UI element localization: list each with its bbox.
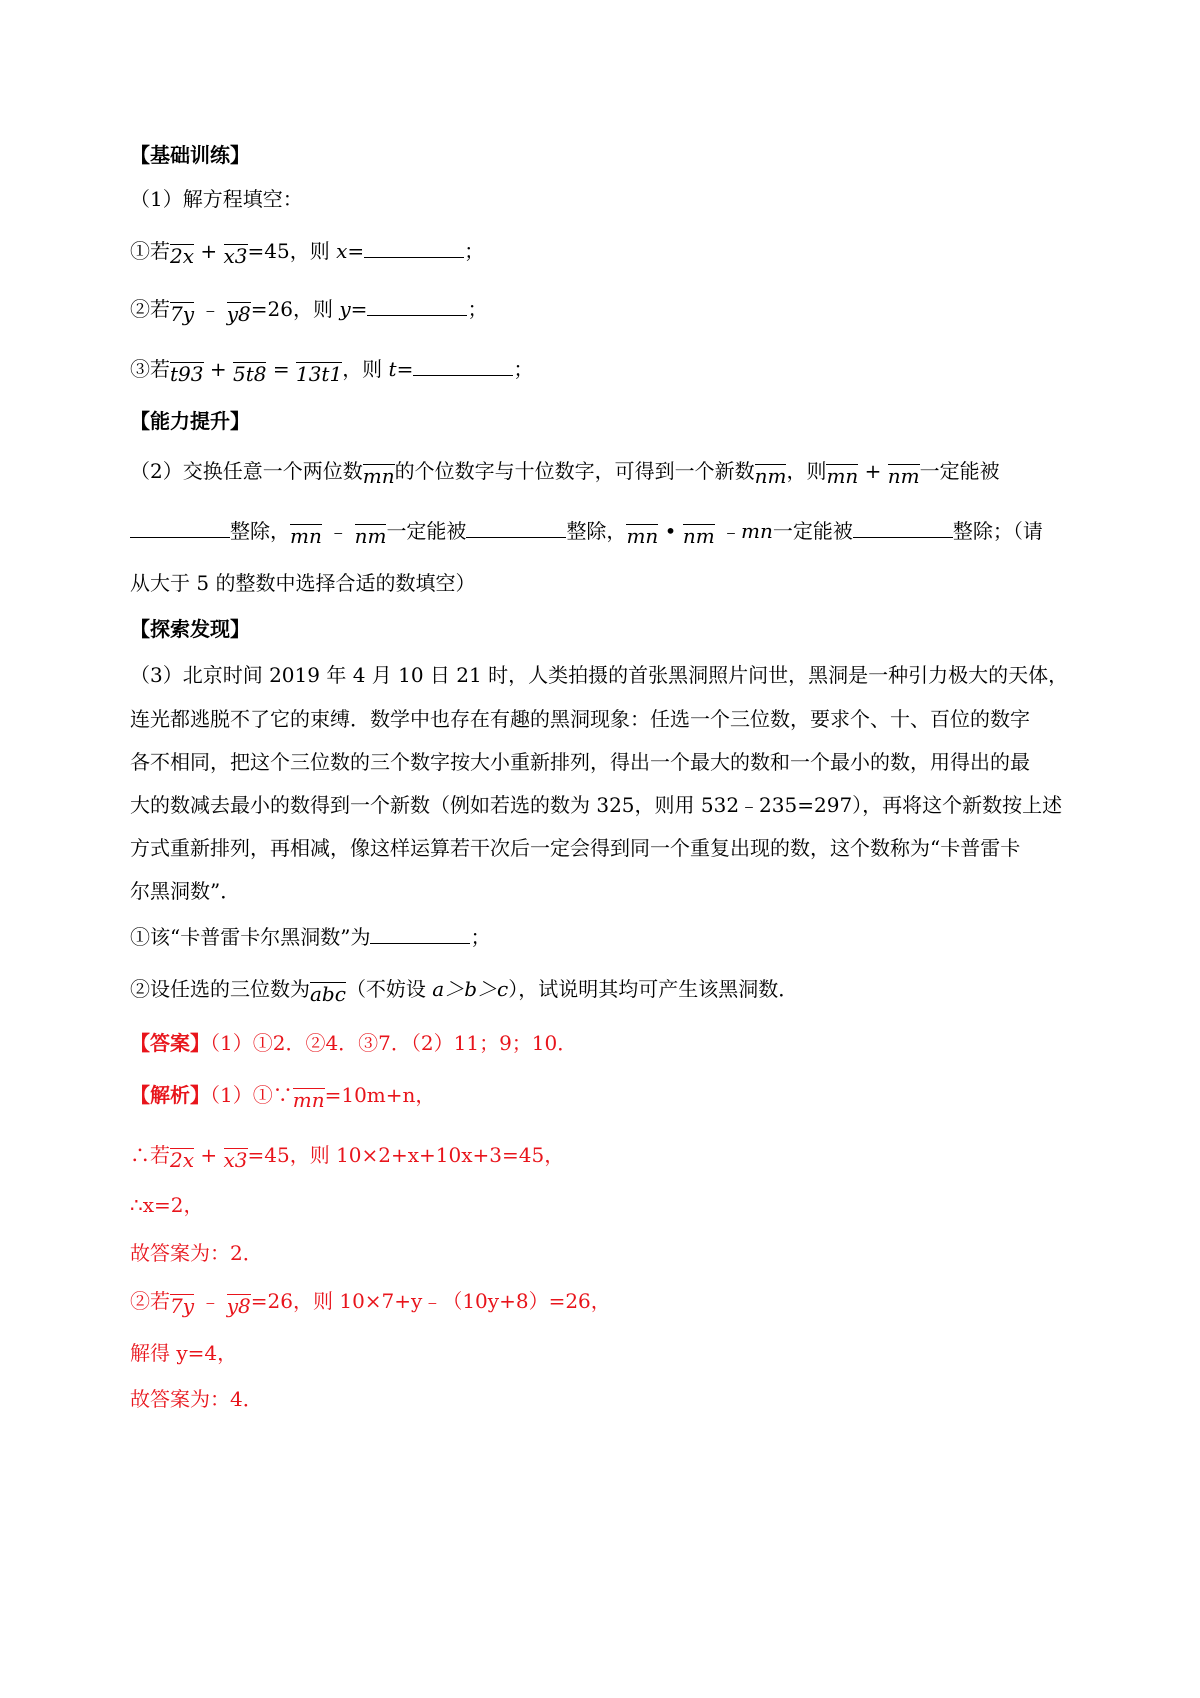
q3-sub2-text-b: （不妨设 (345, 977, 433, 1001)
answer-label: 【答案】 (130, 1031, 210, 1055)
q3-sub-2 (130, 974, 798, 1004)
q1-item3-prefix: ③若 (130, 357, 170, 381)
q1-item1-eq: = (347, 239, 365, 263)
overline-13t1: 13t1 (295, 362, 343, 386)
analysis-line-7: 故答案为：4． (130, 1387, 263, 1411)
q1-item1-tail: =45，则 (247, 239, 337, 263)
q3-line-6: 尔黑洞数”． (130, 879, 241, 903)
q1-item3-tail: ，则 (342, 357, 389, 381)
q1-item1-prefix: ①若 (130, 239, 170, 263)
q2-text-10: 整除；（请 (952, 519, 1043, 543)
q1-item3-var: t (388, 357, 397, 381)
q2-blank-3[interactable] (853, 517, 953, 538)
analysis-l1-pre: （1）①∵ (210, 1083, 293, 1107)
q2-text-4: 一定能被 (919, 459, 1000, 483)
q1-item3-blank[interactable] (413, 355, 513, 376)
q3-line-3: 各不相同，把这个三位数的三个数字按大小重新排列，得出一个最大的数和一个最小的数，用得出的最 (130, 750, 1030, 774)
overline-5t8: 5t8 (232, 362, 267, 386)
q1-item1-var: x (336, 239, 348, 263)
overline-7y: 7y (170, 302, 195, 326)
overline-abc: abc (310, 982, 346, 1006)
overline-7y-analysis: 7y (170, 1294, 195, 1318)
overline-x3-analysis: x3 (223, 1148, 248, 1172)
overline-nm-4: nm (682, 524, 715, 548)
q3-line-4: 大的数减去最小的数得到一个新数（例如若选的数为 325，则用 532﹣235=297），再将这个新数按上述 (130, 793, 1063, 817)
q1-item2-eq: = (350, 297, 368, 321)
q3-line-2: 连光都逃脱不了它的束缚．数学中也存在有趣的黑洞现象：任选一个三位数，要求个、十、百位的数字 (130, 707, 1030, 731)
q1-item-2: ②若7y ﹣ y8=26，则 y= ； (130, 297, 488, 326)
overline-y8-analysis: y8 (226, 1294, 251, 1318)
q2-minus: ﹣ (721, 519, 742, 543)
q1-item-1: ①若2x + x3=45，则 x= ； (130, 239, 485, 268)
analysis-line-1 (130, 1080, 435, 1110)
section-basic-heading: 【基础训练】 (130, 143, 250, 167)
analysis-l5-post: =26，则 10×7+y﹣（10y+8）=26， (250, 1289, 611, 1313)
analysis-line-2: ∴若2x + x3=45，则 10×2+x+10x+3=45， (130, 1143, 565, 1172)
q2-text-6: 一定能被 (386, 519, 467, 543)
q2-text-3: ，则 (786, 459, 827, 483)
q1-item1-blank[interactable] (364, 237, 464, 258)
q3-sub-1 (130, 922, 490, 952)
overline-t93: t93 (170, 362, 204, 386)
q2-line-2: 整除，mn ﹣ nm一定能被 整除，mn • nm ﹣mn一定能被 整除；（请 (130, 516, 1043, 546)
overline-nm-2: nm (887, 464, 920, 488)
overline-y8: y8 (226, 302, 251, 326)
q2-mn-plain: mn (741, 519, 773, 543)
q2-text-7: 整除， (566, 519, 627, 543)
overline-mn-4: mn (626, 524, 659, 548)
q1-item2-tail: =26，则 (250, 297, 340, 321)
q2-line-3: 从大于 5 的整数中选择合适的数填空） (130, 571, 476, 595)
q1-item2-prefix: ②若 (130, 297, 170, 321)
q3-sub2-text-a: ②设任选的三位数为 (130, 977, 310, 1001)
overline-mn: mn (362, 464, 395, 488)
overline-mn-2: mn (826, 464, 859, 488)
section-explore-heading: 【探索发现】 (130, 617, 250, 641)
q2-text-2: 的个位数字与十位数字，可得到一个新数 (394, 459, 755, 483)
q2-line-1: （2）交换任意一个两位数mn的个位数字与十位数字，可得到一个新数nm，则mn + nm一定能被 (130, 459, 1000, 488)
q1-item1-end: ； (464, 239, 485, 263)
overline-2x-analysis: 2x (170, 1148, 195, 1172)
overline-x3: x3 (223, 244, 248, 268)
q1-intro: （1）解方程填空： (130, 187, 303, 211)
q1-item2-end: ； (467, 297, 488, 321)
analysis-line-6: 解得 y=4， (130, 1341, 238, 1365)
q1-item3-end: ； (513, 357, 534, 381)
analysis-l5-pre: ②若 (130, 1289, 170, 1313)
q1-item2-blank[interactable] (367, 295, 467, 316)
q2-blank-1[interactable] (130, 517, 230, 538)
q3-line-1: （3）北京时间 2019 年 4 月 10 日 21 时，人类拍摄的首张黑洞照片问世，黑洞是一种引力极大的天体， (130, 663, 1069, 687)
answer-text: （1）①2．②4．③7．（2）11；9；10． (210, 1031, 578, 1055)
answer-line (130, 1028, 577, 1058)
overline-mn-3: mn (290, 524, 322, 548)
overline-mn-analysis: mn (292, 1088, 325, 1112)
analysis-l2-post: =45，则 10×2+x+10x+3=45， (247, 1143, 565, 1167)
q3-sub1-end: ； (470, 925, 491, 949)
overline-nm-3: nm (354, 524, 387, 548)
q2-text-1: （2）交换任意一个两位数 (130, 459, 363, 483)
analysis-label: 【解析】 (130, 1083, 210, 1107)
q3-sub1-blank[interactable] (370, 923, 470, 944)
q2-text-5: 整除， (230, 519, 290, 543)
q3-sub2-text-c: ），试说明其均可产生该黑洞数． (508, 977, 799, 1001)
analysis-l2-pre: ∴若 (130, 1143, 170, 1167)
section-ability-heading: 【能力提升】 (130, 409, 250, 433)
overline-2x: 2x (170, 244, 195, 268)
q3-line-5: 方式重新排列，再相减，像这样运算若干次后一定会得到同一个重复出现的数，这个数称为“卡普雷卡 (130, 836, 1021, 860)
q1-item3-eq: = (396, 357, 414, 381)
analysis-line-5: ②若7y ﹣ y8=26，则 10×7+y﹣（10y+8）=26， (130, 1289, 611, 1318)
analysis-l1-post: =10m+n， (324, 1083, 436, 1107)
q2-blank-2[interactable] (466, 517, 566, 538)
q3-sub2-inequality: a＞b＞c (432, 977, 509, 1001)
q2-text-9: 一定能被 (772, 519, 853, 543)
q1-item-3: ③若t93 + 5t8 = 13t1，则 t= ； (130, 357, 534, 386)
overline-nm: nm (754, 464, 787, 488)
analysis-line-4: 故答案为：2． (130, 1241, 263, 1265)
q3-sub1-text: ①该“卡普雷卡尔黑洞数”为 (130, 925, 371, 949)
q1-item2-var: y (339, 297, 351, 321)
analysis-line-3: ∴x=2， (130, 1193, 204, 1217)
